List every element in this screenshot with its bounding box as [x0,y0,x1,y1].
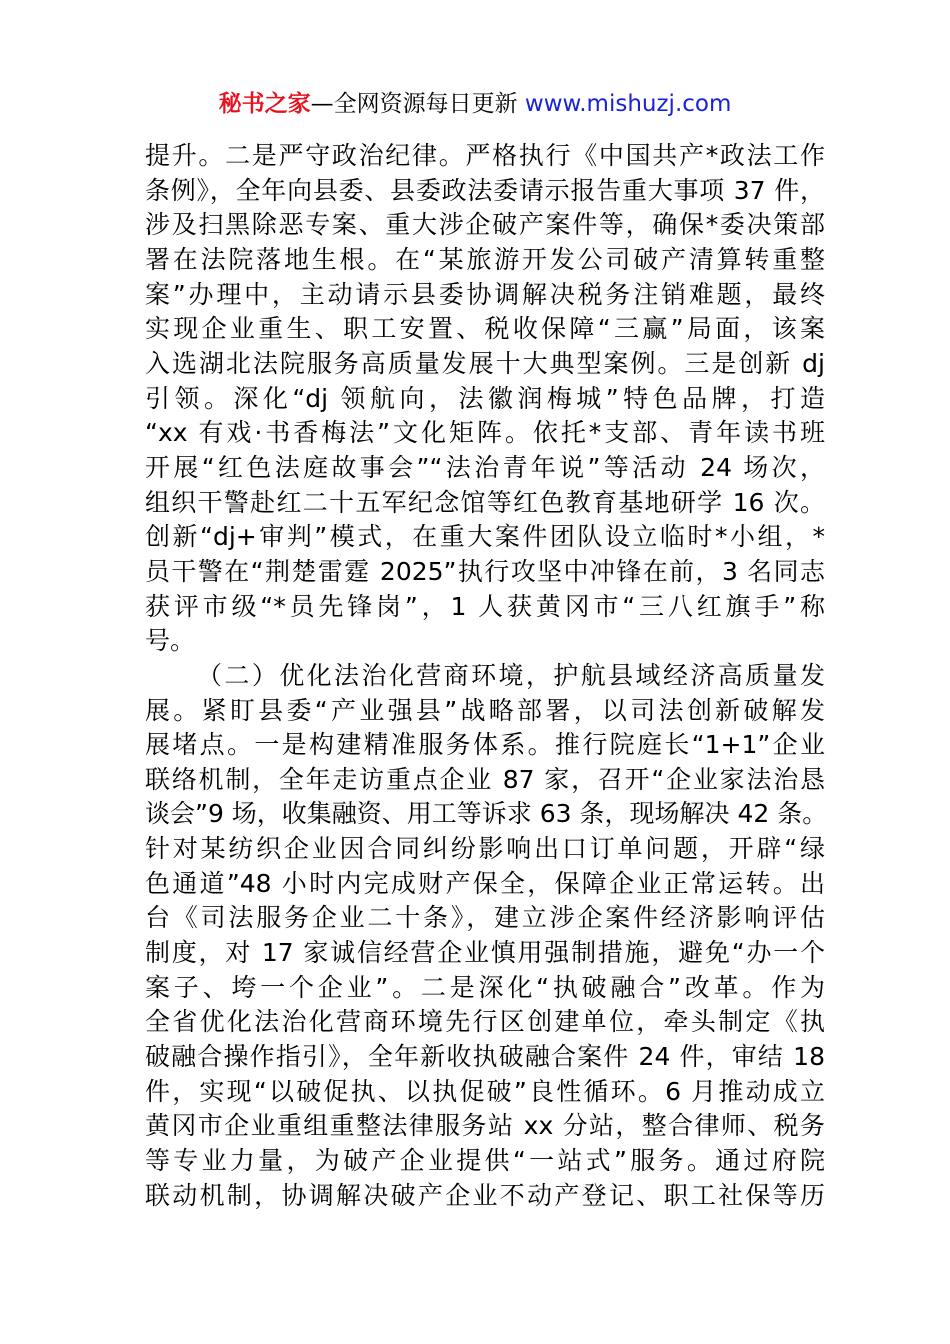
text-line: 破融合操作指引》，全年新收执破融合案件 24 件，审结 18 [145,1042,825,1072]
text-line: 案子、垮一个企业”。二是深化“执破融合”改革。作为 [145,972,825,1002]
text-line: 谈会”9 场，收集融资、用工等诉求 63 条，现场解决 42 条。 [145,799,828,829]
text-line: 件，实现“以破促执、以执促破”良性循环。6 月推动成立 [145,1076,825,1106]
brand-name: 秘书之家 [218,91,311,117]
text-line: 入选湖北法院服务高质量发展十大典型案例。三是创新 dj [145,348,825,378]
text-line: 创新“dj+审判”模式，在重大案件团队设立临时*小组，* [145,522,825,552]
text-line: 获评市级“*员先锋岗”，1 人获黄冈市“三八红旗手”称 [145,591,825,621]
text-line: 署在法院落地生根。在“某旅游开发公司破产清算转重整 [145,244,825,274]
text-line: 联动机制，协调解决破产企业不动产登记、职工社保等历 [145,1180,825,1210]
text-line: 展堵点。一是构建精准服务体系。推行院庭长“1+1”企业 [145,730,825,760]
text-line: 开展“红色法庭故事会”“法治青年说”等活动 24 场次， [145,452,825,482]
document-body [145,139,828,1213]
text-line: 员干警在“荆楚雷霆 2025”执行攻坚中冲锋在前，3 名同志 [145,556,825,586]
site-url-link[interactable]: www.mishuzj.com [524,91,732,117]
text-line: 号。 [145,626,196,656]
text-line: 联络机制，全年走访重点企业 87 家，召开“企业家法治恳 [145,764,825,794]
text-line: 黄冈市企业重组重整法律服务站 xx 分站，整合律师、税务 [145,1111,825,1141]
text-line: 案”办理中，主动请示县委协调解决税务注销难题，最终 [145,279,825,309]
text-line: 针对某纺织企业因合同纠纷影响出口订单问题，开辟“绿 [145,834,825,864]
text-line: 展。紧盯县委“产业强县”战略部署，以司法创新破解发 [145,695,825,725]
text-line: 涉及扫黑除恶专案、重大涉企破产案件等，确保*委决策部 [145,210,825,240]
text-line: 制度，对 17 家诚信经营企业慎用强制措施，避免“办一个 [145,938,825,968]
text-line: 引领。深化“dj 领航向，法徽润梅城”特色品牌，打造 [145,383,825,413]
text-line: 台《司法服务企业二十条》，建立涉企案件经济影响评估 [145,903,825,933]
text-line: 全省优化法治化营商环境先行区创建单位，牵头制定《执 [145,1007,825,1037]
site-banner [0,88,950,120]
text-line: 提升。二是严守政治纪律。严格执行《中国共产*政法工作 [145,141,825,170]
text-line: 条例》，全年向县委、县委政法委请示报告重大事项 37 件， [145,175,825,205]
text-line: 等专业力量，为破产企业提供“一站式”服务。通过府院 [145,1146,825,1176]
text-line: “xx 有戏·书香梅法”文化矩阵。依托*支部、青年读书班 [145,418,825,448]
text-line: 色通道”48 小时内完成财产保全，保障企业正常运转。出 [145,868,825,898]
text-line: 实现企业重生、职工安置、税收保障“三赢”局面，该案 [145,314,825,344]
banner-tagline: —全网资源每日更新 [310,91,525,117]
section-heading-line: （二）优化法治化营商环境，护航县域经济高质量发 [197,660,825,690]
text-line: 组织干警赴红二十五军纪念馆等红色教育基地研学 16 次。 [145,487,825,517]
